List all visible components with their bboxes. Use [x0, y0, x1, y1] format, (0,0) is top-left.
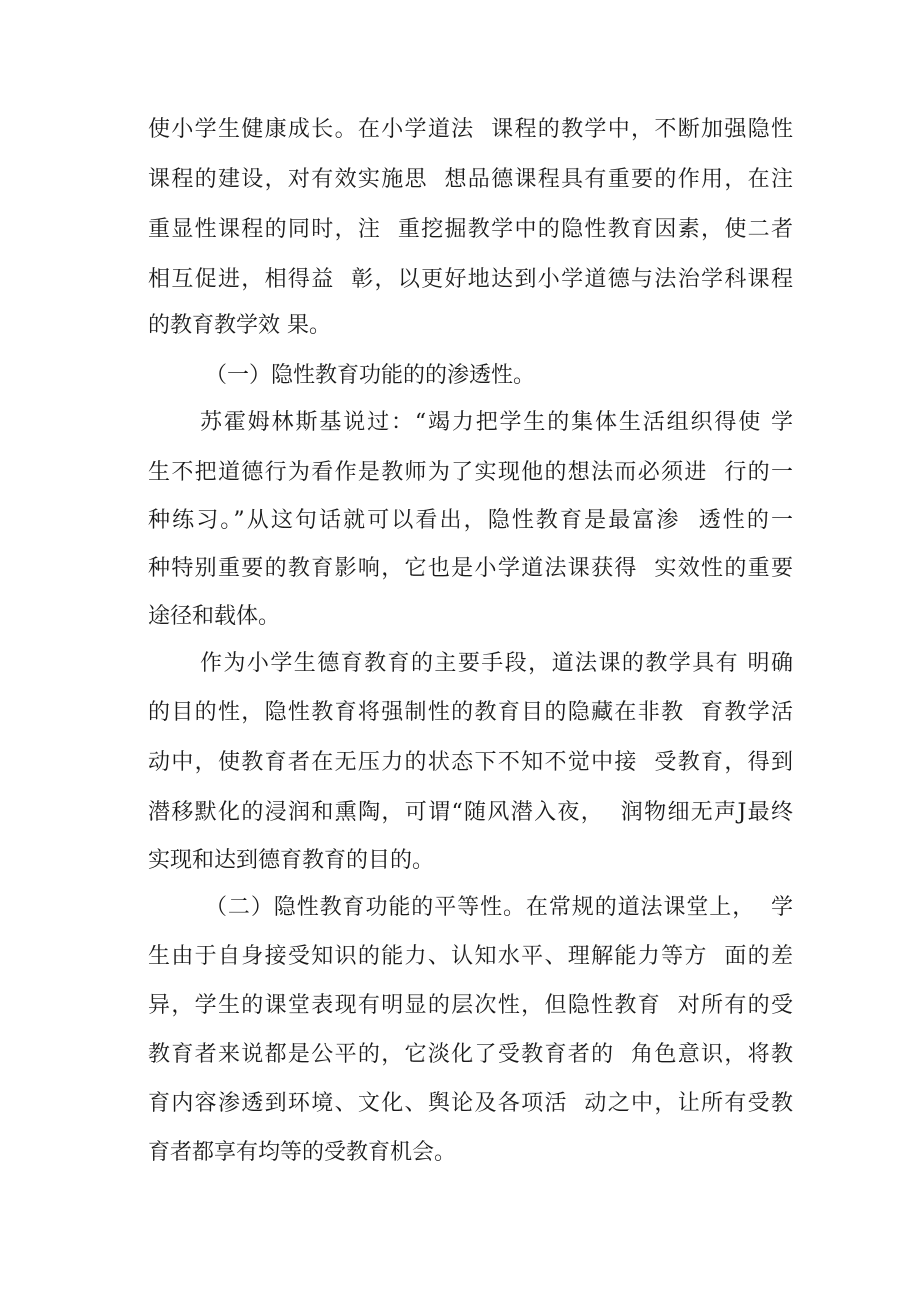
equality-line-4: 教育者来说都是公平的，它淡化了受教育者的 角色意识，将教 — [148, 1042, 793, 1067]
equality-line-5: 育内容渗透到环境、文化、舆论及各项活 动之中，让所有受教 — [148, 1091, 793, 1116]
means-line-4: 潜移默化的浸润和熏陶，可谓“随风潜入夜， 润物细无声J最终 — [148, 800, 793, 825]
quote-line-5: 途径和载体。 — [148, 604, 281, 629]
quote-line-3: 种练习。”从这句话就可以看出，隐性教育是最富渗 透性的一 — [148, 508, 793, 533]
equality-line-6: 育者都享有均等的受教育机会。 — [148, 1140, 457, 1165]
quote-line-2: 生不把道德行为看作是教师为了实现他的想法而必须进 行的一 — [148, 460, 793, 485]
quote-line-4: 种特别重要的教育影响，它也是小学道法课获得 实效性的重要 — [148, 556, 793, 581]
intro-line-1: 使小学生健康成长。在小学道法 课程的教学中，不断加强隐性 — [148, 117, 793, 142]
section-heading-1: （一）隐性教育功能的的渗透性。 — [205, 363, 536, 388]
equality-line-2: 生由于自身接受知识的能力、认知水平、理解能力等方 面的差 — [148, 944, 793, 969]
intro-line-3: 重显性课程的同时，注 重挖掘教学中的隐性教育因素，使二者 — [148, 217, 793, 242]
means-line-2: 的目的性，隐性教育将强制性的教育目的隐藏在非教 育教学活 — [148, 700, 793, 725]
equality-line-1: （二）隐性教育功能的平等性。在常规的道法课堂上， 学 — [205, 895, 793, 920]
means-line-3: 动中，使教育者在无压力的状态下不知不觉中接 受教育，得到 — [148, 750, 793, 775]
intro-line-5: 的教育教学效 果。 — [148, 313, 331, 338]
intro-line-2: 课程的建设，对有效实施思 想品德课程具有重要的作用，在注 — [148, 167, 793, 192]
means-line-1: 作为小学生德育教育的主要手段，道法课的教学具有 明确 — [200, 651, 793, 676]
equality-line-3: 异，学生的课堂表现有明显的层次性，但隐性教育 对所有的受 — [148, 993, 793, 1018]
means-line-5: 实现和达到德育教育的目的。 — [148, 848, 435, 873]
intro-line-4: 相互促进，相得益 彰，以更好地达到小学道德与法治学科课程 — [148, 267, 793, 292]
quote-line-1: 苏霍姆林斯基说过：“竭力把学生的集体生活组织得使 学 — [200, 410, 793, 435]
